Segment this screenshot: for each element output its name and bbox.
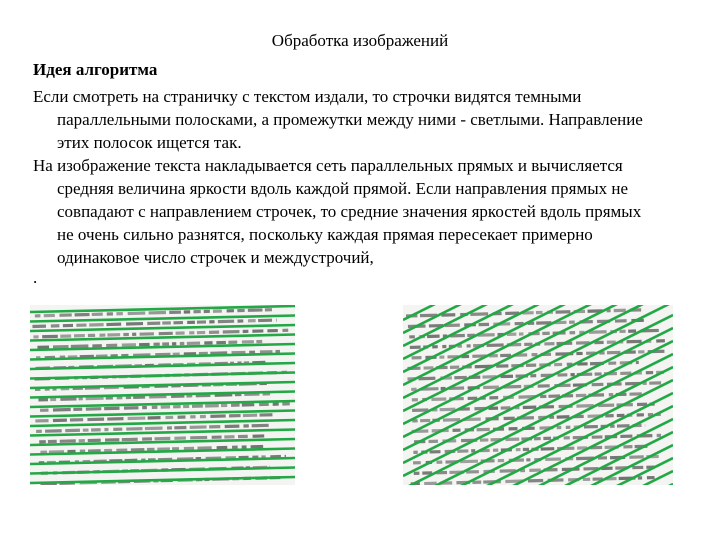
trailing-mark: . — [33, 268, 38, 287]
slide-title: Обработка изображений — [271, 31, 449, 50]
paragraph-1 — [33, 85, 693, 154]
scanned-text-horizontal-lines-icon — [30, 305, 295, 485]
paragraph-1-line: этих полосок ищется так. — [57, 133, 242, 152]
paragraph-2-line: средняя величина яркости вдоль каждой прямой. Если направления прямых не — [57, 179, 629, 198]
paragraph-1-line: параллельными полосками, а промежутки между ними - светлыми. Направление — [57, 110, 643, 129]
paragraph-2-line: На изображение текста накладывается сеть параллельных прямых и вычисляется — [33, 156, 623, 175]
scanned-text-diagonal-lines-icon — [403, 305, 673, 485]
paragraph-2 — [33, 154, 693, 269]
paragraph-2-line: совпадают с направлением строчек, то средние значения яркостей вдоль прямых — [57, 202, 642, 221]
section-heading: Идея алгоритма — [33, 60, 158, 79]
paragraph-2-line: одинаковое число строчек и междустрочий, — [57, 248, 374, 267]
paragraph-2-line: не очень сильно разнятся, поскольку каждая прямая пересекает примерно — [57, 225, 593, 244]
paragraph-1-line: Если смотреть на страничку с текстом издали, то строчки видятся темными — [33, 87, 582, 106]
